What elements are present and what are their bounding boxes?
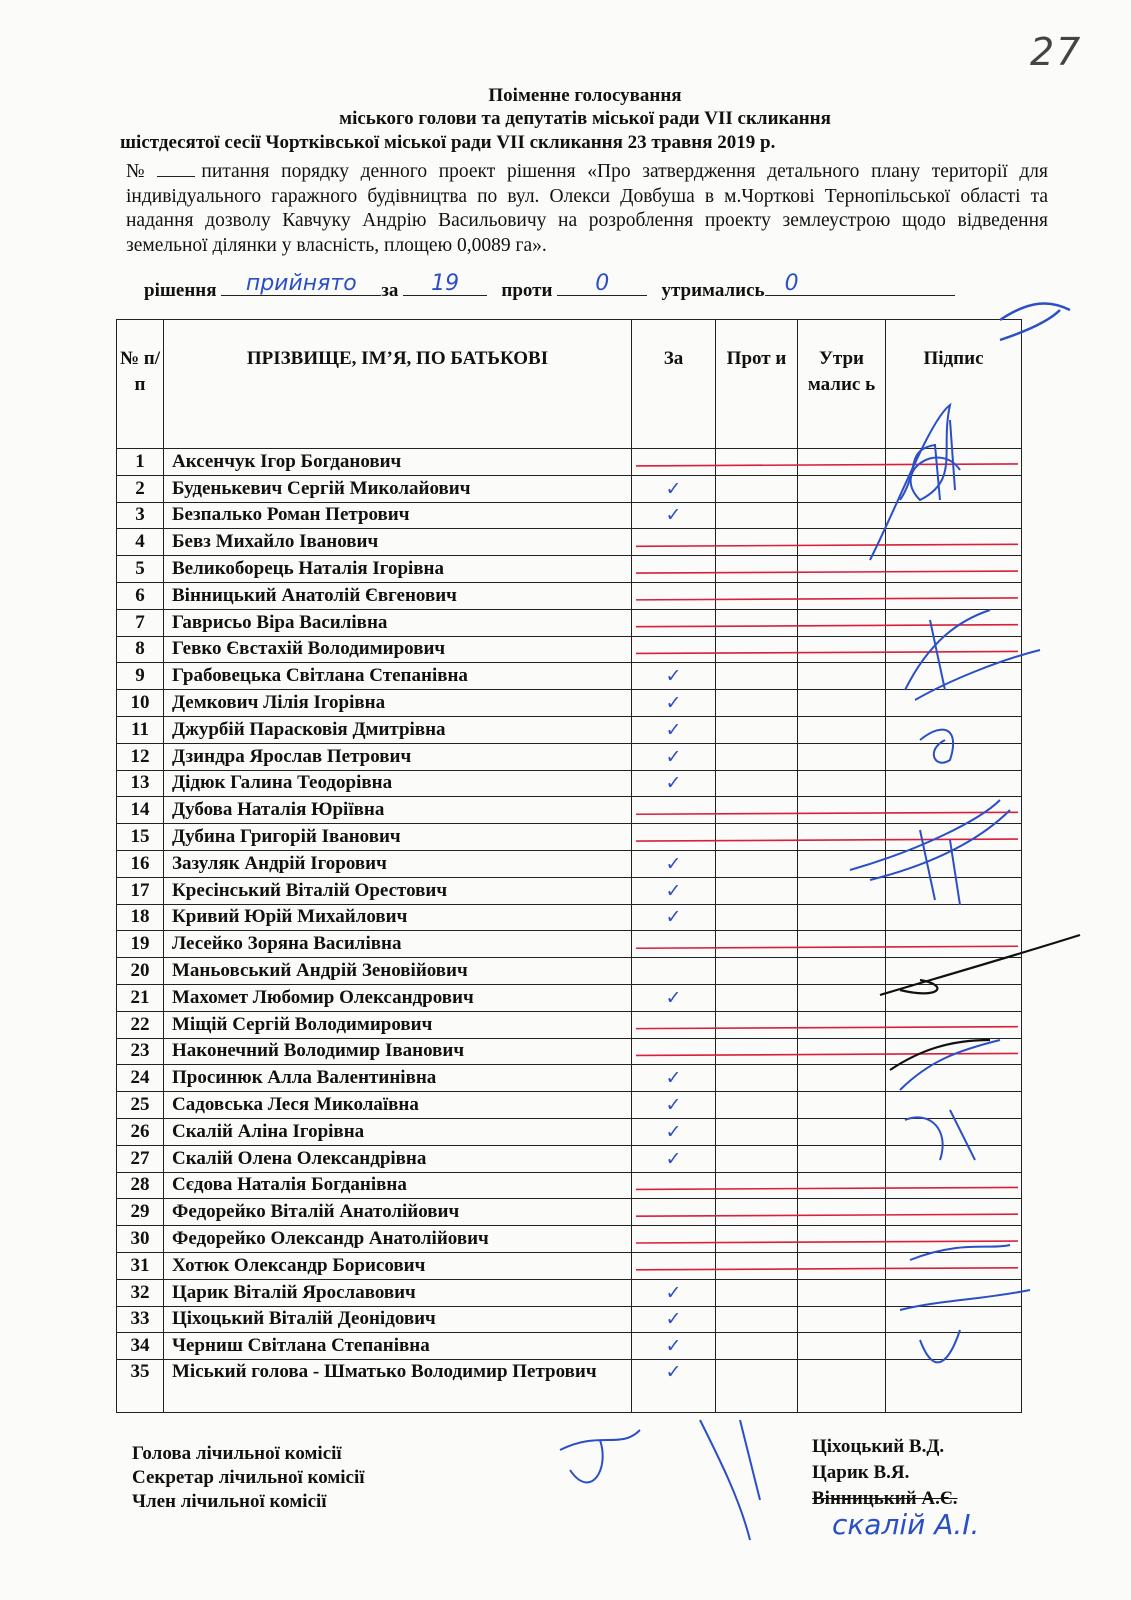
row-number: 26 — [117, 1118, 164, 1145]
row-vote-for — [632, 958, 716, 985]
row-name: Безпалько Роман Петрович — [164, 502, 632, 529]
row-vote-abstain — [798, 556, 886, 583]
row-name: Дубова Наталія Юріївна — [164, 797, 632, 824]
row-number: 6 — [117, 582, 164, 609]
row-vote-for: ✓ — [632, 850, 716, 877]
row-number: 9 — [117, 663, 164, 690]
row-number: 19 — [117, 931, 164, 958]
table-row — [117, 690, 1022, 717]
row-number: 18 — [117, 904, 164, 931]
row-vote-against — [716, 958, 798, 985]
table-row — [117, 1199, 1022, 1226]
row-vote-for — [632, 636, 716, 663]
row-number: 32 — [117, 1279, 164, 1306]
row-vote-abstain — [798, 877, 886, 904]
row-number: 23 — [117, 1038, 164, 1065]
row-vote-against — [716, 1199, 798, 1226]
question-number-blank — [157, 162, 195, 177]
against-count-field — [557, 271, 647, 296]
row-vote-for — [632, 1252, 716, 1279]
row-signature — [886, 1199, 1022, 1226]
row-signature — [886, 475, 1022, 502]
table-row — [117, 502, 1022, 529]
row-signature — [886, 877, 1022, 904]
row-vote-for: ✓ — [632, 1065, 716, 1092]
row-signature — [886, 1065, 1022, 1092]
row-signature — [886, 958, 1022, 985]
row-vote-abstain — [798, 984, 886, 1011]
table-row — [117, 449, 1022, 476]
row-signature — [886, 743, 1022, 770]
row-vote-abstain — [798, 824, 886, 851]
row-name: Скалій Аліна Ігорівна — [164, 1118, 632, 1145]
commission-signature — [560, 1430, 640, 1482]
row-number: 21 — [117, 984, 164, 1011]
row-vote-abstain — [798, 1092, 886, 1119]
row-vote-for — [632, 1011, 716, 1038]
row-vote-abstain — [798, 449, 886, 476]
header-for: За — [632, 320, 716, 449]
for-count-field — [403, 271, 487, 296]
row-name: Махомет Любомир Олександрович — [164, 984, 632, 1011]
row-signature — [886, 716, 1022, 743]
row-number: 15 — [117, 824, 164, 851]
row-vote-for — [632, 582, 716, 609]
row-vote-against — [716, 529, 798, 556]
row-name: Черниш Світлана Степанівна — [164, 1333, 632, 1360]
table-row — [117, 743, 1022, 770]
row-vote-against — [716, 877, 798, 904]
row-signature — [886, 850, 1022, 877]
row-vote-for: ✓ — [632, 770, 716, 797]
table-row — [117, 1360, 1022, 1413]
row-name: Кресінський Віталій Орестович — [164, 877, 632, 904]
row-signature — [886, 582, 1022, 609]
table-row — [117, 1145, 1022, 1172]
table-row — [117, 636, 1022, 663]
header-subtitle: міського голови та депутатів міської ради VII скликання — [339, 108, 831, 129]
row-number: 27 — [117, 1145, 164, 1172]
row-name: Аксенчук Ігор Богданович — [164, 449, 632, 476]
row-name: Федорейко Олександр Анатолійович — [164, 1226, 632, 1253]
row-vote-abstain — [798, 582, 886, 609]
row-signature — [886, 502, 1022, 529]
row-signature — [886, 931, 1022, 958]
header-title: Поіменне голосування — [488, 85, 682, 106]
row-number: 28 — [117, 1172, 164, 1199]
row-signature — [886, 824, 1022, 851]
row-number: 13 — [117, 770, 164, 797]
decision-result-handwritten: прийнято — [245, 271, 357, 296]
header-number: № п/п — [117, 320, 164, 449]
table-header-row — [117, 320, 1022, 449]
row-name: Скалій Олена Олександрівна — [164, 1145, 632, 1172]
table-row — [117, 797, 1022, 824]
table-row — [117, 716, 1022, 743]
row-signature — [886, 1038, 1022, 1065]
commission-signature — [700, 1420, 760, 1540]
row-vote-abstain — [798, 1065, 886, 1092]
row-vote-abstain — [798, 850, 886, 877]
row-number: 31 — [117, 1252, 164, 1279]
against-label: проти — [501, 280, 553, 301]
row-vote-abstain — [798, 958, 886, 985]
row-vote-against — [716, 1118, 798, 1145]
counting-commission-names — [812, 1434, 980, 1541]
table-row — [117, 931, 1022, 958]
row-number: 35 — [117, 1360, 164, 1413]
row-vote-for: ✓ — [632, 877, 716, 904]
row-vote-for: ✓ — [632, 743, 716, 770]
row-name: Лесейко Зоряна Василівна — [164, 931, 632, 958]
table-row — [117, 904, 1022, 931]
header-signature: Підпис — [886, 320, 1022, 449]
row-vote-against — [716, 743, 798, 770]
commission-role: Секретар лічильної комісії — [132, 1467, 365, 1488]
row-number: 7 — [117, 609, 164, 636]
table-row — [117, 958, 1022, 985]
table-row — [117, 1333, 1022, 1360]
document-header — [120, 84, 1050, 154]
row-number: 8 — [117, 636, 164, 663]
row-number: 1 — [117, 449, 164, 476]
row-vote-for — [632, 797, 716, 824]
header-abstain: Утри малис ь — [798, 320, 886, 449]
row-name: Федорейко Віталій Анатолійович — [164, 1199, 632, 1226]
row-name: Зазуляк Андрій Ігорович — [164, 850, 632, 877]
row-vote-abstain — [798, 1360, 886, 1413]
row-name: Буденькевич Сергій Миколайович — [164, 475, 632, 502]
row-vote-against — [716, 1092, 798, 1119]
row-vote-against — [716, 502, 798, 529]
row-name: Хотюк Олександр Борисович — [164, 1252, 632, 1279]
table-row — [117, 475, 1022, 502]
row-name: Царик Віталій Ярославович — [164, 1279, 632, 1306]
row-number: 3 — [117, 502, 164, 529]
row-vote-against — [716, 1172, 798, 1199]
row-vote-abstain — [798, 502, 886, 529]
row-number: 16 — [117, 850, 164, 877]
for-label: за — [381, 280, 399, 301]
row-number: 33 — [117, 1306, 164, 1333]
row-vote-abstain — [798, 636, 886, 663]
row-vote-for: ✓ — [632, 1118, 716, 1145]
row-name: Міщій Сергій Володимирович — [164, 1011, 632, 1038]
row-vote-against — [716, 1306, 798, 1333]
row-vote-for — [632, 529, 716, 556]
row-vote-against — [716, 984, 798, 1011]
row-vote-against — [716, 475, 798, 502]
table-row — [117, 984, 1022, 1011]
row-vote-for: ✓ — [632, 716, 716, 743]
abstain-label: утримались — [661, 280, 765, 301]
row-vote-for: ✓ — [632, 690, 716, 717]
table-row — [117, 850, 1022, 877]
row-number: 17 — [117, 877, 164, 904]
row-vote-abstain — [798, 743, 886, 770]
row-vote-abstain — [798, 1333, 886, 1360]
row-name: Міський голова - Шматько Володимир Петрович — [164, 1360, 632, 1413]
table-row — [117, 1038, 1022, 1065]
row-number: 24 — [117, 1065, 164, 1092]
row-vote-for: ✓ — [632, 1333, 716, 1360]
row-vote-abstain — [798, 475, 886, 502]
question-text: питання порядку денного проект рішення «Про затвердження детального плану території для індивідуального гаражного будівництва по вул. Олекси Довбуша в м.Чорткові Тернопільської області та надання дозволу Кавчуку Андрію Васильовичу на розроблення проекту землеустрою щодо відведення земельної ділянки у власність, площею 0,0089 га». — [126, 161, 1048, 256]
row-number: 14 — [117, 797, 164, 824]
roll-call-table — [116, 319, 1022, 1413]
row-vote-abstain — [798, 663, 886, 690]
row-name: Ціхоцький Віталій Деонідович — [164, 1306, 632, 1333]
row-vote-against — [716, 716, 798, 743]
row-vote-against — [716, 582, 798, 609]
row-name: Гаврисьо Віра Василівна — [164, 609, 632, 636]
row-vote-for — [632, 1199, 716, 1226]
table-row — [117, 1065, 1022, 1092]
row-vote-against — [716, 556, 798, 583]
row-signature — [886, 1226, 1022, 1253]
table-row — [117, 1226, 1022, 1253]
row-signature — [886, 770, 1022, 797]
row-vote-against — [716, 1252, 798, 1279]
row-vote-against — [716, 690, 798, 717]
row-number: 12 — [117, 743, 164, 770]
row-name: Грабовецька Світлана Степанівна — [164, 663, 632, 690]
header-session: шістдесятої сесії Чортківської міської ради VII скликання 23 травня 2019 р. — [120, 132, 776, 153]
row-vote-for — [632, 824, 716, 851]
row-signature — [886, 904, 1022, 931]
row-name: Кривий Юрій Михайлович — [164, 904, 632, 931]
row-vote-abstain — [798, 1038, 886, 1065]
row-vote-against — [716, 770, 798, 797]
row-vote-abstain — [798, 690, 886, 717]
row-vote-against — [716, 1065, 798, 1092]
table-row — [117, 877, 1022, 904]
row-vote-for — [632, 556, 716, 583]
table-row — [117, 556, 1022, 583]
row-signature — [886, 556, 1022, 583]
row-name: Сєдова Наталія Богданівна — [164, 1172, 632, 1199]
row-vote-for — [632, 449, 716, 476]
row-number: 5 — [117, 556, 164, 583]
row-vote-for: ✓ — [632, 984, 716, 1011]
row-vote-against — [716, 850, 798, 877]
row-signature — [886, 636, 1022, 663]
row-name: Садовська Леся Миколаївна — [164, 1092, 632, 1119]
table-row — [117, 609, 1022, 636]
row-vote-abstain — [798, 1172, 886, 1199]
row-vote-abstain — [798, 1145, 886, 1172]
decision-line — [144, 271, 955, 302]
row-vote-abstain — [798, 1199, 886, 1226]
row-name: Дзиндра Ярослав Петрович — [164, 743, 632, 770]
counting-commission-roles — [132, 1442, 365, 1514]
row-vote-for: ✓ — [632, 1360, 716, 1413]
row-number: 25 — [117, 1092, 164, 1119]
row-vote-against — [716, 1360, 798, 1413]
decision-label: рішення — [144, 280, 217, 301]
table-row — [117, 1118, 1022, 1145]
row-signature — [886, 449, 1022, 476]
row-vote-abstain — [798, 609, 886, 636]
row-vote-against — [716, 609, 798, 636]
table-row — [117, 1279, 1022, 1306]
row-vote-against — [716, 904, 798, 931]
row-signature — [886, 1306, 1022, 1333]
row-vote-for — [632, 1172, 716, 1199]
row-signature — [886, 1118, 1022, 1145]
row-vote-against — [716, 824, 798, 851]
commission-name-handwritten: скалій А.І. — [832, 1508, 980, 1541]
row-vote-against — [716, 636, 798, 663]
row-vote-for: ✓ — [632, 502, 716, 529]
row-vote-for: ✓ — [632, 1279, 716, 1306]
row-signature — [886, 690, 1022, 717]
header-name: ПРІЗВИЩЕ, ІМ’Я, ПО БАТЬКОВІ — [164, 320, 632, 449]
row-vote-abstain — [798, 529, 886, 556]
row-vote-for — [632, 609, 716, 636]
commission-name: Ціхоцький В.Д. — [812, 1436, 945, 1457]
row-signature — [886, 1172, 1022, 1199]
row-vote-against — [716, 449, 798, 476]
row-name: Дідюк Галина Теодорівна — [164, 770, 632, 797]
commission-name: Царик В.Я. — [812, 1462, 910, 1483]
row-vote-for: ✓ — [632, 904, 716, 931]
table-row — [117, 1172, 1022, 1199]
row-number: 34 — [117, 1333, 164, 1360]
row-vote-for — [632, 931, 716, 958]
table-row — [117, 529, 1022, 556]
commission-name-struck: Вінницький А.Є. — [812, 1488, 958, 1509]
row-vote-against — [716, 931, 798, 958]
row-vote-abstain — [798, 1306, 886, 1333]
for-count-handwritten: 19 — [431, 271, 460, 296]
row-vote-for: ✓ — [632, 1145, 716, 1172]
table-row — [117, 663, 1022, 690]
row-number: 11 — [117, 716, 164, 743]
question-number-prefix: № — [126, 161, 152, 182]
row-name: Дубина Григорій Іванович — [164, 824, 632, 851]
table-row — [117, 1092, 1022, 1119]
row-number: 10 — [117, 690, 164, 717]
table-row — [117, 1011, 1022, 1038]
row-number: 29 — [117, 1199, 164, 1226]
row-vote-abstain — [798, 1252, 886, 1279]
row-number: 20 — [117, 958, 164, 985]
row-vote-against — [716, 1011, 798, 1038]
agenda-question — [126, 160, 1048, 258]
row-vote-abstain — [798, 904, 886, 931]
row-signature — [886, 1252, 1022, 1279]
row-signature — [886, 984, 1022, 1011]
row-vote-against — [716, 1226, 798, 1253]
row-signature — [886, 663, 1022, 690]
row-name: Джурбій Парасковія Дмитрівна — [164, 716, 632, 743]
row-signature — [886, 1092, 1022, 1119]
row-name: Гевко Євстахій Володимирович — [164, 636, 632, 663]
row-signature — [886, 1333, 1022, 1360]
row-vote-for: ✓ — [632, 663, 716, 690]
row-vote-against — [716, 1145, 798, 1172]
row-name: Вінницький Анатолій Євгенович — [164, 582, 632, 609]
against-count-handwritten: 0 — [595, 271, 610, 296]
row-vote-abstain — [798, 931, 886, 958]
row-signature — [886, 797, 1022, 824]
abstain-count-handwritten: 0 — [784, 271, 799, 296]
row-vote-for: ✓ — [632, 475, 716, 502]
table-row — [117, 770, 1022, 797]
table-row — [117, 1252, 1022, 1279]
row-signature — [886, 1145, 1022, 1172]
row-name: Маньовський Андрій Зеновійович — [164, 958, 632, 985]
row-vote-abstain — [798, 1279, 886, 1306]
table-row — [117, 582, 1022, 609]
row-vote-against — [716, 1333, 798, 1360]
page-number: 27 — [1030, 30, 1083, 74]
row-name: Великоборець Наталія Ігорівна — [164, 556, 632, 583]
row-number: 2 — [117, 475, 164, 502]
row-vote-for — [632, 1226, 716, 1253]
row-vote-abstain — [798, 770, 886, 797]
row-vote-abstain — [798, 716, 886, 743]
row-signature — [886, 529, 1022, 556]
row-vote-against — [716, 1279, 798, 1306]
row-name: Демкович Лілія Ігорівна — [164, 690, 632, 717]
commission-role: Член лічильної комісії — [132, 1491, 327, 1512]
row-signature — [886, 609, 1022, 636]
row-vote-abstain — [798, 797, 886, 824]
row-name: Наконечний Володимир Іванович — [164, 1038, 632, 1065]
row-vote-for — [632, 1038, 716, 1065]
row-number: 30 — [117, 1226, 164, 1253]
row-vote-against — [716, 1038, 798, 1065]
row-number: 4 — [117, 529, 164, 556]
abstain-count-field — [765, 271, 955, 296]
row-vote-against — [716, 797, 798, 824]
row-vote-abstain — [798, 1011, 886, 1038]
header-against: Прот и — [716, 320, 798, 449]
row-vote-for: ✓ — [632, 1306, 716, 1333]
decision-result-field — [221, 271, 381, 296]
row-signature — [886, 1360, 1022, 1413]
row-signature — [886, 1279, 1022, 1306]
row-signature — [886, 1011, 1022, 1038]
table-row — [117, 824, 1022, 851]
table-row — [117, 1306, 1022, 1333]
row-vote-abstain — [798, 1226, 886, 1253]
row-name: Просинюк Алла Валентинівна — [164, 1065, 632, 1092]
row-vote-against — [716, 663, 798, 690]
row-number: 22 — [117, 1011, 164, 1038]
row-vote-for: ✓ — [632, 1092, 716, 1119]
row-vote-abstain — [798, 1118, 886, 1145]
row-name: Бевз Михайло Іванович — [164, 529, 632, 556]
commission-role: Голова лічильної комісії — [132, 1443, 342, 1464]
